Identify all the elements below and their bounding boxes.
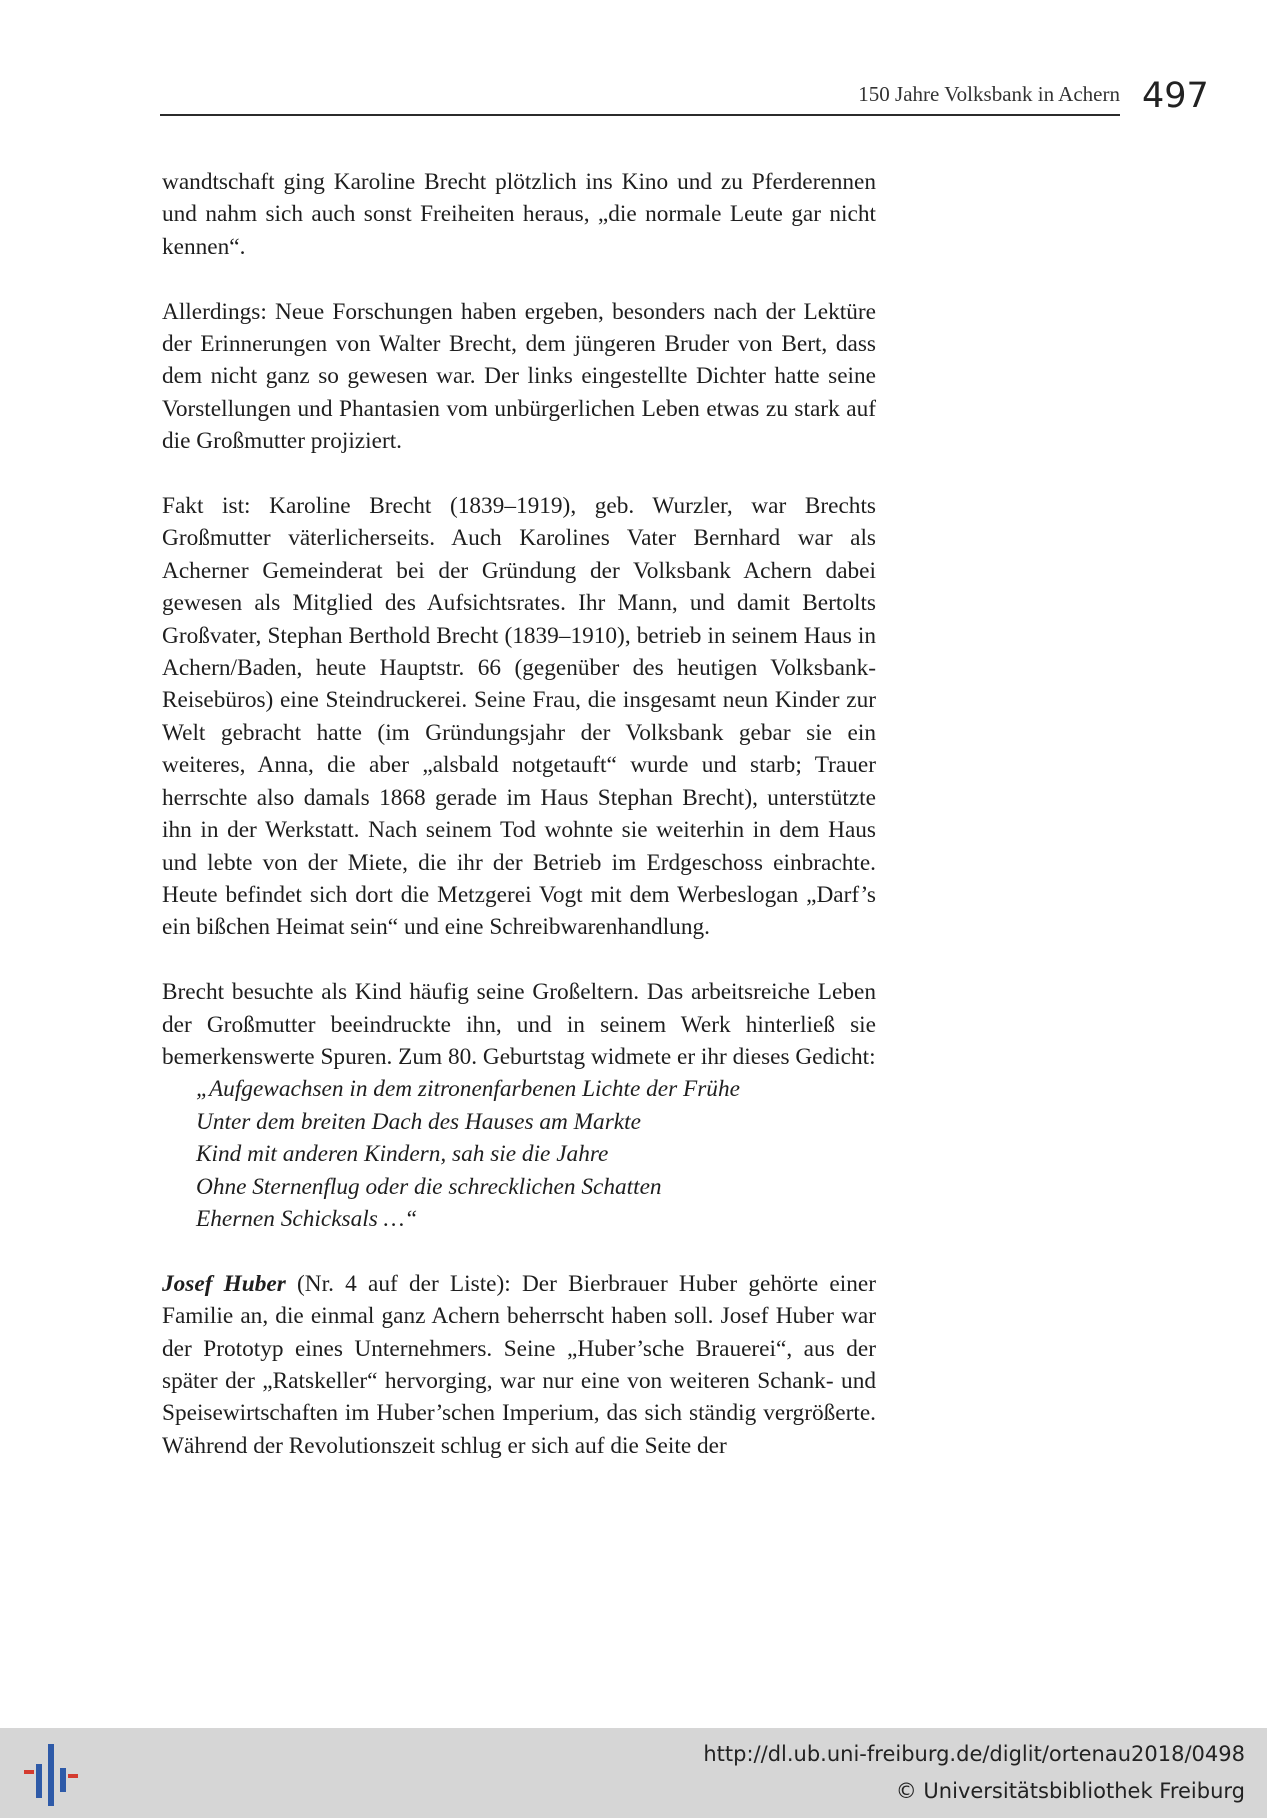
poem-line: Ehernen Schicksals …“ [196,1205,418,1232]
paragraph: Fakt ist: Karoline Brecht (1839–1919), geb. Wurzler, war Brechts Großmutter väterlicherseits. Auch Karolines Vater Bernhard war als Acherner Gemeinderat bei der Gründung der Volksbank Achern dabei gewesen als Mitglied des Aufsichtsrates. Ihr Mann, und damit Bertolts Großvater, Stephan Berthold Brecht (1839–1910), betrieb in seinem Haus in Achern/Baden, heute Hauptstr. 66 (gegenüber des heutigen Volksbank-Reisebüros) eine Steindruckerei. Seine Frau, die insgesamt neun Kinder zur Welt gebracht hatte (im Gründungsjahr der Volksbank gebar sie ein weiteres, Anna, die aber „alsbald notgetauft“ wurde und starb; Trauer herrschte also damals 1868 gerade im Haus Stephan Brecht), unterstützte ihn in der Werkstatt. Nach seinem Tod wohnte sie weiterhin in dem Haus und lebte von der Miete, die ihr der Betrieb im Erdgeschoss einbrachte. Heute befindet sich dort die Metzgerei Vogt mit dem Werbeslogan „Darf’s ein bißchen Heimat sein“ und eine Schreibwarenhandlung. [162,493,876,941]
paragraph-josef-huber [162,1268,876,1462]
body-text [162,166,876,1495]
logo-blue-bar [36,1764,42,1798]
logo-blue-bar [48,1744,54,1806]
page-number: 497 [1142,76,1209,116]
poem-line: „Aufgewachsen in dem zitronenfarbenen Lichte der Frühe [196,1076,740,1103]
poem-line: Kind mit anderen Kindern, sah sie die Jahre [196,1141,609,1168]
paragraph: Allerdings: Neue Forschungen haben ergeben, besonders nach der Lektüre der Erinnerungen von Walter Brecht, dem jüngeren Bruder von Bert, dass dem nicht ganz so gewesen war. Der links eingestellte Dichter hatte seine Vorstellungen und Phantasien vom unbürgerlichen Leben etwas zu stark auf die Großmutter projiziert. [162,298,876,455]
person-name: Josef Huber [162,1270,286,1297]
running-title: 150 Jahre Volksbank in Achern [858,82,1120,106]
page-header [160,78,1120,116]
poem-line: Unter dem breiten Dach des Hauses am Markte [196,1108,641,1135]
source-url-link[interactable]: http://dl.ub.uni-freiburg.de/diglit/ortenau2018/0498 [703,1742,1245,1766]
logo-red-bar [24,1770,34,1774]
poem-quote [196,1073,876,1235]
ub-freiburg-logo-icon [16,1740,80,1810]
paragraph: Brecht besuchte als Kind häufig seine Großeltern. Das arbeitsreiche Leben der Großmutter beeindruckte ihn, und in seinem Werk hinterließ sie bemerkenswerte Spuren. Zum 80. Geburtstag widmete er ihr dieses Gedicht: [162,979,876,1070]
paragraph: wandtschaft ging Karoline Brecht plötzlich ins Kino und zu Pferderennen und nahm sich auch sonst Freiheiten heraus, „die normale Leute gar nicht kennen“. [162,169,876,260]
logo-blue-bar [60,1768,66,1792]
footer-bar [0,1728,1267,1818]
copyright-notice: © Universitätsbibliothek Freiburg [895,1779,1245,1803]
paragraph-text: (Nr. 4 auf der Liste): Der Bierbrauer Huber gehörte einer Familie an, die einmal ganz Achern beherrscht haben soll. Josef Huber war der Prototyp eines Unternehmers. Seine „Huber’sche Brauerei“, aus der später der „Ratskeller“ hervorging, war nur eine von weiteren Schank- und Speisewirtschaften im Huber’schen Imperium, das sich ständig vergrößerte. Während der Revolutionszeit schlug er sich auf die Seite der [162,1270,876,1459]
poem-line: Ohne Sternenflug oder die schrecklichen Schatten [196,1173,662,1200]
logo-red-bar [68,1774,78,1778]
